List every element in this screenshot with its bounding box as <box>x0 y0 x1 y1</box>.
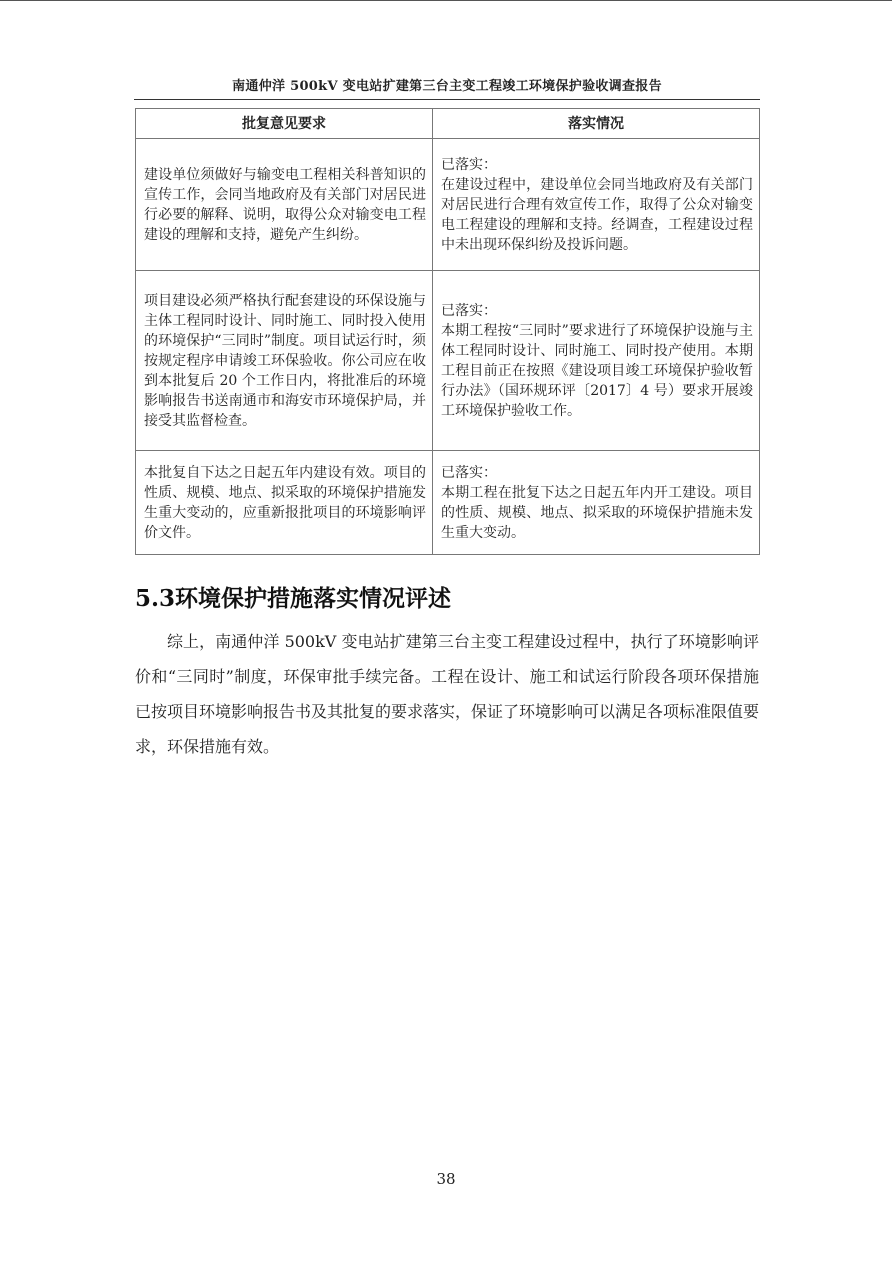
table-row <box>136 271 760 451</box>
section-paragraph: 综上，南通仲洋 500kV 变电站扩建第三台主变工程建设过程中，执行了环境影响评价和“三同时”制度，环保审批手续完备。工程在设计、施工和试运行阶段各项环保措施已按项目环境影响报告书及其批复的要求落实，保证了环境影响可以满足各项标准限值要求，环保措施有效。 <box>135 632 760 756</box>
header-requirement: 批复意见要求 <box>136 109 433 139</box>
requirement-cell <box>136 451 433 555</box>
status-text: 本期工程按“三同时”要求进行了环境保护设施与主体工程同时设计、同时施工、同时投产使用。本期工程目前正在按照《建设项目竣工环境保护验收暂行办法》（国环规环评〔2017〕4 号）要求开展竣工环境保护验收工作。 <box>441 322 753 419</box>
status-text: 本期工程在批复下达之日起五年内开工建设。项目的性质、规模、地点、拟采取的环境保护措施未发生重大变动。 <box>441 484 753 541</box>
running-header: 南通仲洋 500kV 变电站扩建第三台主变工程竣工环境保护验收调查报告 <box>232 79 662 94</box>
approval-table <box>135 108 760 555</box>
table-header-row <box>136 109 760 139</box>
status-cell <box>433 271 760 451</box>
header-status: 落实情况 <box>433 109 760 139</box>
table-row <box>136 451 760 555</box>
status-text: 在建设过程中，建设单位会同当地政府及有关部门对居民进行合理有效宣传工作，取得了公众对输变电工程建设的理解和支持。经调查，工程建设过程中未出现环保纠纷及投诉问题。 <box>441 176 753 253</box>
status-prefix: 已落实： <box>441 302 497 319</box>
requirement-text: 项目建设必须严格执行配套建设的环保设施与主体工程同时设计、同时施工、同时投入使用的环境保护“三同时”制度。项目试运行时，须按规定程序申请竣工环保验收。你公司应在收到本批复后 20 个工作日内，将批准后的环境影响报告书送南通市和海安市环境保护局，并接受其监督检查。 <box>144 292 426 429</box>
requirement-text: 本批复自下达之日起五年内建设有效。项目的性质、规模、地点、拟采取的环境保护措施发生重大变动的，应重新报批项目的环境影响评价文件。 <box>144 464 426 541</box>
status-prefix: 已落实： <box>441 464 497 481</box>
requirement-text: 建设单位须做好与输变电工程相关科普知识的宣传工作，会同当地政府及有关部门对居民进行必要的解释、说明，取得公众对输变电工程建设的理解和支持，避免产生纠纷。 <box>144 166 426 243</box>
section-heading: 5.3环境保护措施落实情况评述 <box>135 585 452 612</box>
status-prefix: 已落实： <box>441 156 497 173</box>
requirement-cell <box>136 271 433 451</box>
table-row <box>136 139 760 271</box>
status-cell <box>433 451 760 555</box>
requirement-cell <box>136 139 433 271</box>
page-number: 38 <box>436 1170 456 1188</box>
header-rule <box>134 99 760 100</box>
status-cell <box>433 139 760 271</box>
page-top-border <box>0 0 892 1</box>
